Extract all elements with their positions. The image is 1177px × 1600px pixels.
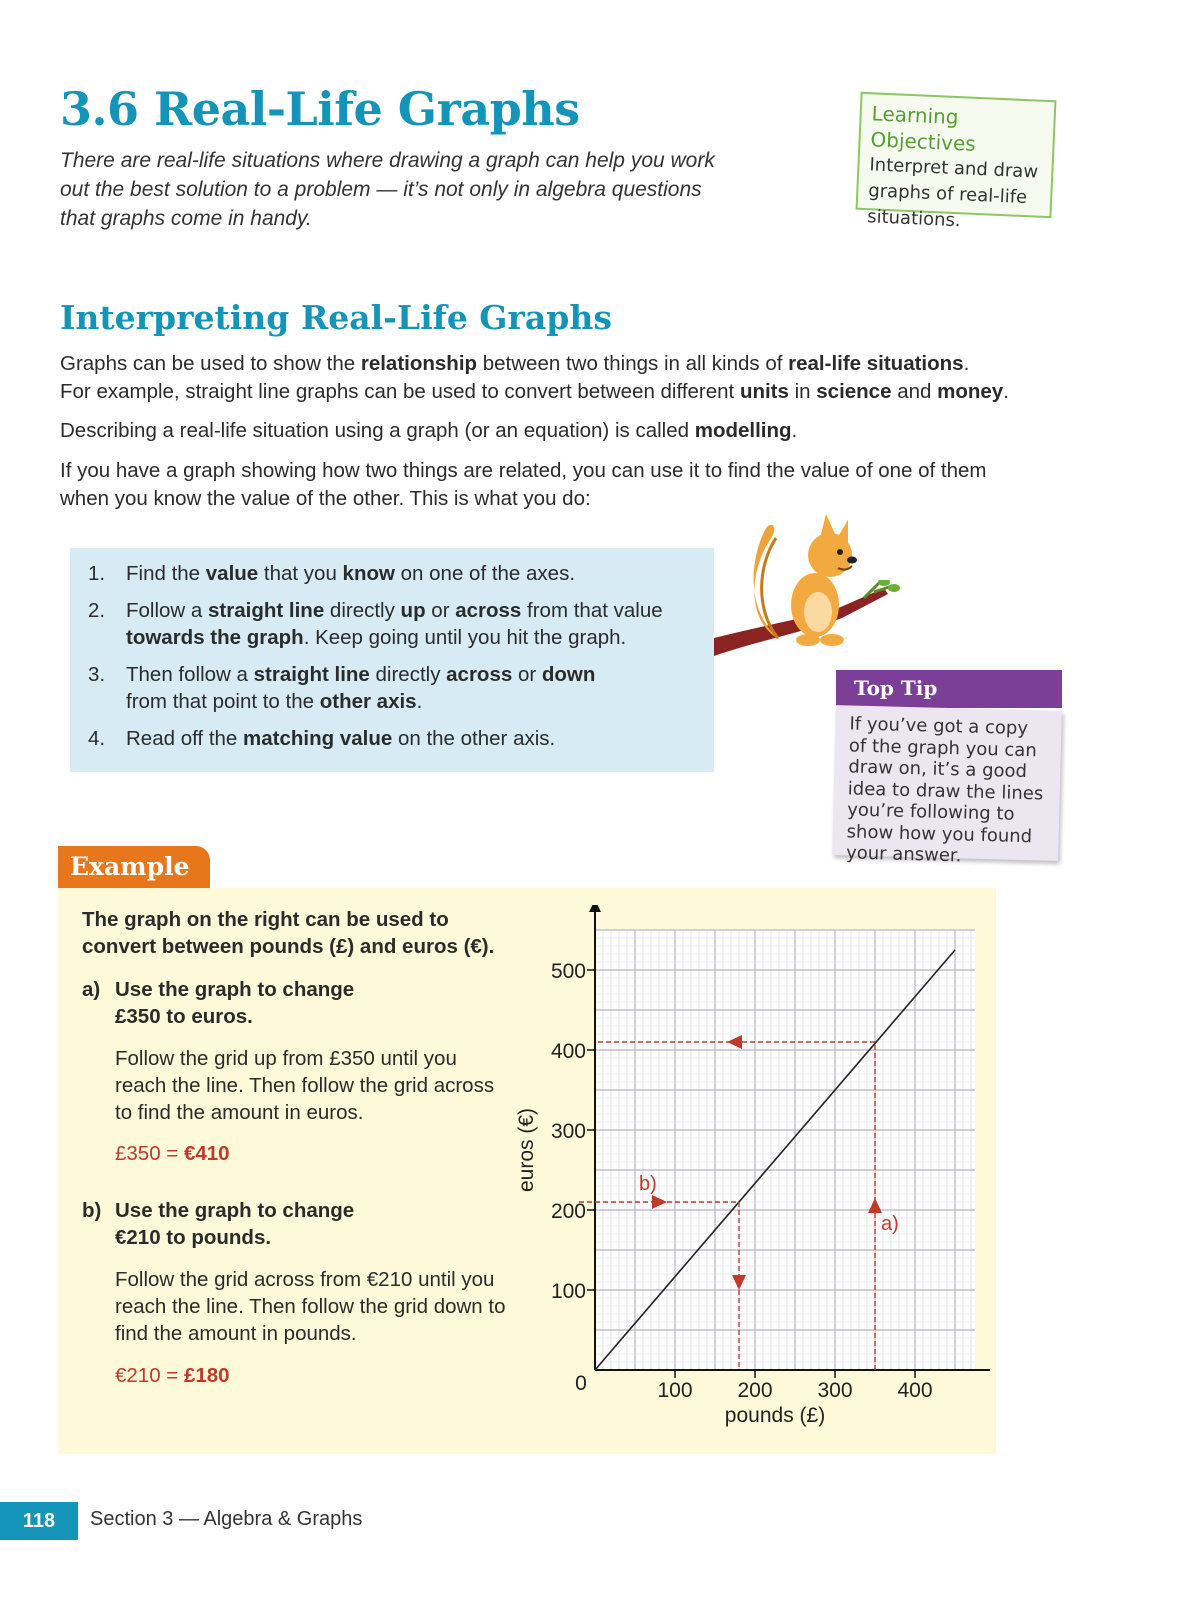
- answer-a-left: £350 =: [115, 1142, 184, 1165]
- step-text: Follow a straight line directly up or across from that value towards the graph. Keep going until you hit the graph.: [126, 599, 663, 649]
- paragraph-2: [60, 417, 1140, 445]
- p1-j: and: [891, 380, 938, 403]
- conversion-chart: [500, 905, 990, 1435]
- x-tick-label: 100: [657, 1379, 693, 1402]
- question-a-explanation: Follow the grid up from £350 until you reach the line. Then follow the grid across to find the amount in euros.: [115, 1047, 495, 1124]
- y-tick-label: 500: [550, 960, 586, 983]
- footer-section: Section 3 — Algebra & Graphs: [90, 1508, 363, 1530]
- page-title: 3.6 Real-Life Graphs: [60, 82, 580, 136]
- question-a: [82, 976, 502, 1030]
- question-b-explanation: Follow the grid across from €210 until you reach the line. Then follow the grid down to find the amount in pounds.: [115, 1268, 506, 1345]
- step-number: 3.: [88, 663, 106, 686]
- step-number: 4.: [88, 727, 106, 750]
- steps-box: [70, 548, 714, 772]
- x-axis-label: pounds (£): [724, 1404, 826, 1427]
- squirrel-icon: [740, 510, 890, 650]
- x-tick-label: 400: [897, 1379, 933, 1402]
- p1-e: .: [963, 352, 970, 375]
- question-a-label: a): [82, 978, 101, 1001]
- answer-a-value: €410: [183, 1142, 230, 1165]
- y-tick-label: 300: [550, 1120, 586, 1143]
- example-intro: The graph on the right can be used to convert between pounds (£) and euros (€).: [82, 908, 495, 958]
- section-heading: Interpreting Real-Life Graphs: [60, 298, 612, 337]
- y-tick-label: 200: [550, 1200, 586, 1223]
- p1-k: money: [937, 380, 1004, 403]
- answer-b-value: £180: [183, 1364, 230, 1387]
- step-4: [88, 725, 696, 752]
- p2-b: modelling: [694, 419, 792, 442]
- top-tip-title: Top Tip: [836, 670, 1062, 708]
- learning-objectives-box: [856, 92, 1057, 232]
- step-number: 2.: [88, 599, 106, 622]
- p2-a: Describing a real-life situation using a graph (or an equation) is called: [60, 419, 695, 442]
- x-tick-label: 200: [737, 1379, 773, 1402]
- question-b-label: b): [82, 1199, 102, 1222]
- step-text: Then follow a straight line directly across or down from that point to the other axis.: [126, 663, 596, 713]
- paragraph-3: If you have a graph showing how two things are related, you can use it to find the value of one of them when you know the value of the other. This is what you do:: [60, 459, 987, 510]
- answer-b-left: €210 =: [115, 1364, 184, 1387]
- learning-objectives-title: Learning Objectives: [870, 101, 977, 156]
- step-1: [88, 560, 696, 587]
- p1-h: in: [788, 380, 817, 403]
- y-axis-arrow-icon: [589, 905, 601, 912]
- p2-c: .: [791, 419, 798, 442]
- step-text: Read off the matching value on the other axis.: [126, 727, 556, 750]
- answer-a: [115, 1140, 555, 1167]
- question-a-text: Use the graph to change £350 to euros.: [115, 978, 355, 1028]
- example-tab: Example: [58, 846, 210, 888]
- p1-l: .: [1003, 380, 1009, 403]
- intro-text: There are real-life situations where drawing a graph can help you work out the best solution to a problem — it’s not only in algebra questions that graphs come in handy.: [60, 149, 715, 230]
- step-3: [88, 661, 696, 715]
- p1-i: science: [816, 380, 892, 403]
- question-b: [82, 1197, 502, 1251]
- question-b-text: Use the graph to change €210 to pounds.: [115, 1199, 355, 1249]
- step-text: Find the value that you know on one of the axes.: [126, 562, 576, 585]
- y-axis-label: euros (€): [515, 1107, 538, 1193]
- p1-g: units: [739, 380, 789, 403]
- step-2: [88, 597, 696, 651]
- top-tip-body: If you’ve got a copy of the graph you can draw on, it’s a good idea to draw the lines you’re following to show how you found your answer.: [832, 705, 1062, 861]
- step-number: 1.: [88, 562, 106, 585]
- y-tick-label: 100: [550, 1280, 586, 1303]
- page-number: 118: [0, 1502, 78, 1540]
- annotation-b-label: b): [639, 1173, 657, 1195]
- y-tick-label: 400: [550, 1040, 586, 1063]
- p1-f: For example, straight line graphs can be used to convert between different: [60, 380, 740, 403]
- origin-label: 0: [575, 1372, 587, 1395]
- p1-d: real-life situations: [788, 352, 964, 375]
- annotation-a-label: a): [881, 1213, 899, 1235]
- x-tick-label: 300: [817, 1379, 853, 1402]
- p1-c: between two things in all kinds of: [477, 352, 789, 375]
- paragraph-1: [60, 350, 1140, 406]
- learning-objectives-text: Interpret and draw graphs of real-life situations.: [866, 154, 1039, 232]
- p1-b: relationship: [360, 352, 478, 375]
- answer-b: [115, 1362, 555, 1389]
- p1-a: Graphs can be used to show the: [60, 352, 361, 375]
